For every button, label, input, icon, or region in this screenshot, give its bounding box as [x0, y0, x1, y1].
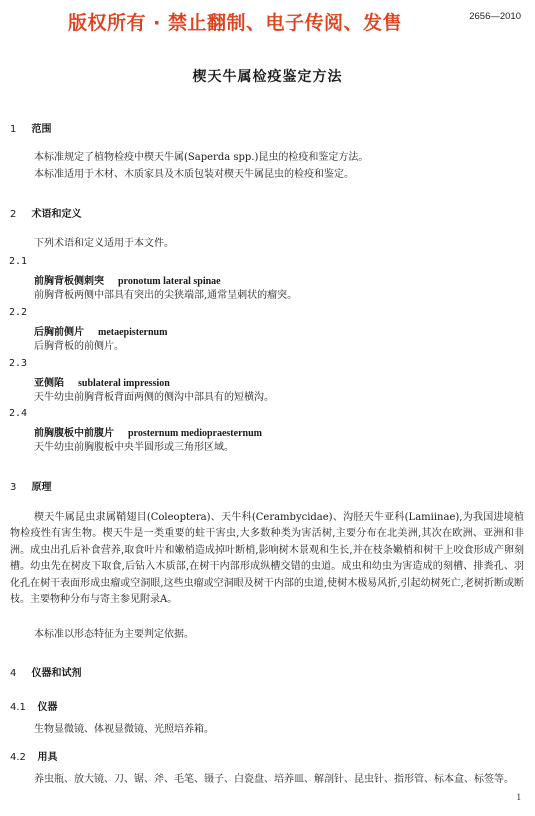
section-title: 原理 [31, 482, 52, 493]
term-heading [34, 272, 221, 287]
term-heading [34, 323, 167, 338]
term-definition: 后胸背板的前侧片。 [34, 341, 124, 352]
document-title: 楔天牛属检疫鉴定方法 [192, 69, 343, 85]
section-2-heading [10, 205, 81, 220]
term-cn: 前胸背板侧刺突 [34, 276, 104, 287]
term-number: 2.1 [9, 256, 28, 267]
paragraph: 养虫瓶、放大镜、刀、锯、斧、毛笔、镊子、白瓷盘、培养皿、解剖针、昆虫针、指形管、标本盒、标签等。 [34, 774, 514, 785]
page-number: 1 [516, 792, 521, 802]
subsection-number: 4.2 [10, 752, 26, 763]
subsection-title: 仪器 [37, 702, 58, 713]
term-en: sublateral impression [78, 378, 170, 389]
copyright-watermark: 版权所有 · 禁止翻制、电子传阅、发售 [68, 12, 402, 34]
section-number: 4 [10, 668, 17, 679]
term-number: 2.3 [9, 358, 28, 369]
paragraph: 本标准规定了植物检疫中楔天牛属(Saperda spp.)昆虫的检疫和鉴定方法。 [34, 152, 369, 163]
subsection-number: 4.1 [10, 702, 26, 713]
paragraph: 本标准适用于木材、木质家具及木质包装对楔天牛属昆虫的检疫和鉴定。 [34, 169, 354, 180]
section-number: 3 [10, 482, 17, 493]
subsection-4-2-heading [10, 748, 57, 763]
subsection-4-1-heading [10, 698, 57, 713]
term-cn: 前胸腹板中前腹片 [34, 428, 114, 439]
term-number: 2.2 [9, 307, 28, 318]
standard-code: 2656—2010 [469, 11, 521, 22]
term-number: 2.4 [9, 408, 28, 419]
subsection-title: 用具 [37, 752, 58, 763]
term-definition: 天牛幼虫前胸腹板中央半圆形或三角形区域。 [34, 442, 234, 453]
paragraph: 下列术语和定义适用于本文件。 [34, 238, 174, 249]
section-title: 仪器和试剂 [31, 668, 82, 679]
section-title: 术语和定义 [31, 209, 82, 220]
paragraph: 生物显微镜、体视显微镜、光照培养箱。 [34, 724, 214, 735]
section-number: 2 [10, 209, 17, 220]
term-heading [34, 374, 170, 389]
term-en: metaepisternum [98, 327, 168, 338]
term-en: pronotum lateral spinae [118, 276, 221, 287]
section-number: 1 [10, 124, 17, 135]
section-4-heading [10, 664, 81, 679]
section-3-heading [10, 478, 51, 493]
term-definition: 前胸背板两侧中部具有突出的尖狭端部,通常呈刺状的瘤突。 [34, 290, 298, 301]
term-cn: 后胸前侧片 [34, 327, 84, 338]
principle-paragraph: 楔天牛属昆虫隶属鞘翅目(Coleoptera)、天牛科(Cerambycidae)、沟胫天牛亚科(Lamiinae),为我国进境植物检疫性有害生物。楔天牛是一类重要的蛀干害虫,大多数种类为害活树,主要分布在北美洲,其次在欧洲、亚洲和非洲。成虫出孔后补食营养,取食叶片和嫩梢造成掉叶断梢,影响树木景观和生长,并在枝条嫩梢和树干上咬食形成产卵刻槽。幼虫先在树皮下取食,后钻入木质部,在树干内部形成纵槽交错的虫道。成虫和幼虫为害造成的刻槽、排粪孔、羽化孔在树干表面形成虫瘤或空洞眼,这些虫瘤或空洞眼及树干内部的虫道,使树木极易风折,引起幼树死亡,老树折断或断枝。主要物种分布与寄主参见附录A。 [10, 512, 524, 606]
term-en: prosternum mediopraesternum [128, 428, 262, 439]
term-definition: 天牛幼虫前胸背板背面两侧的侧沟中部具有的短横沟。 [34, 392, 274, 403]
section-title: 范围 [31, 124, 52, 135]
section-1-heading [10, 120, 51, 135]
paragraph: 本标准以形态特征为主要判定依据。 [34, 629, 194, 640]
term-cn: 亚侧陷 [34, 378, 64, 389]
term-heading [34, 424, 262, 439]
